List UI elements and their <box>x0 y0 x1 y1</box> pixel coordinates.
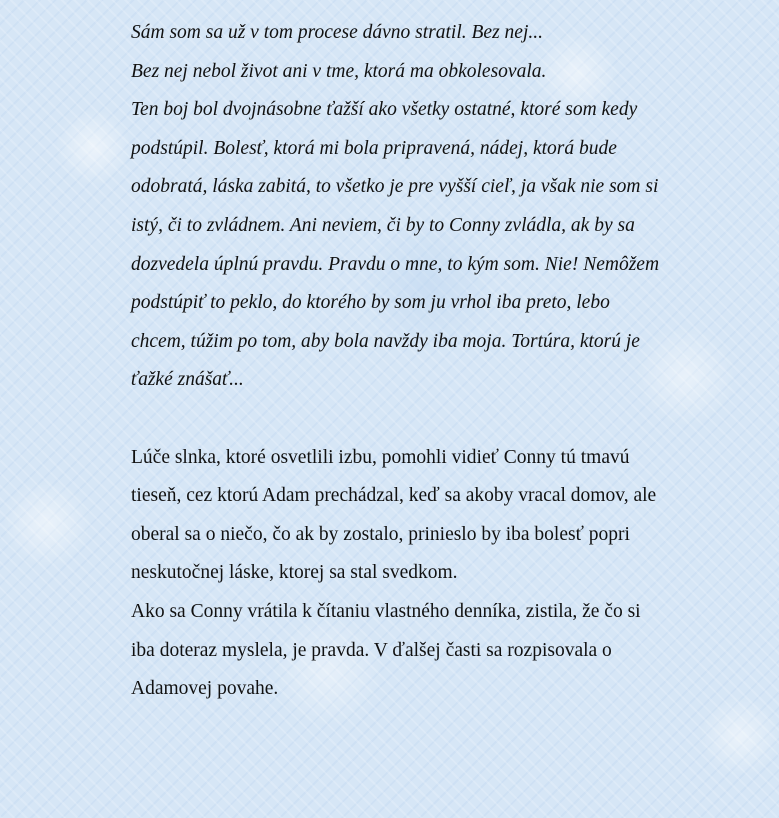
paragraph-gap <box>131 400 661 439</box>
story-text <box>131 14 661 709</box>
regular-paragraph: Lúče slnka, ktoré osvetlili izbu, pomohli vidieť Conny tú tmavú tieseň, cez ktorú Adam prechádzal, keď sa akoby vracal domov, ale oberal sa o niečo, čo ak by zostalo, prinieslo by iba bolesť popri neskutočnej láske, ktorej sa stal svedkom. <box>131 446 657 584</box>
italic-paragraph: Bez nej nebol život ani v tme, ktorá ma obkolesovala. <box>131 60 547 82</box>
italic-paragraph: Ten boj bol dvojnásobne ťažší ako všetky ostatné, ktoré som kedy podstúpil. Bolesť, ktorá mi bola pripravená, nádej, ktorá bude odobratá, láska zabitá, to všetko je pre vyšší cieľ, ja však nie som si istý, či to zvládnem. Ani neviem, či by to Conny zvládla, ak by sa dozvedela úplnú pravdu. Pravdu o mne, to kým som. Nie! Nemôžem podstúpiť to peklo, do ktorého by som ju vrhol iba preto, lebo chcem, túžim po tom, aby bola navždy iba moja. Tortúra, ktorú je ťažké znášať... <box>131 99 660 391</box>
italic-paragraph: Sám som sa už v tom procese dávno stratil. Bez nej... <box>131 22 543 43</box>
regular-paragraph: Ako sa Conny vrátila k čítaniu vlastného denníka, zistila, že čo si iba doteraz myslela, je pravda. V ďalšej časti sa rozpisovala o Adamovej povahe. <box>131 600 641 700</box>
